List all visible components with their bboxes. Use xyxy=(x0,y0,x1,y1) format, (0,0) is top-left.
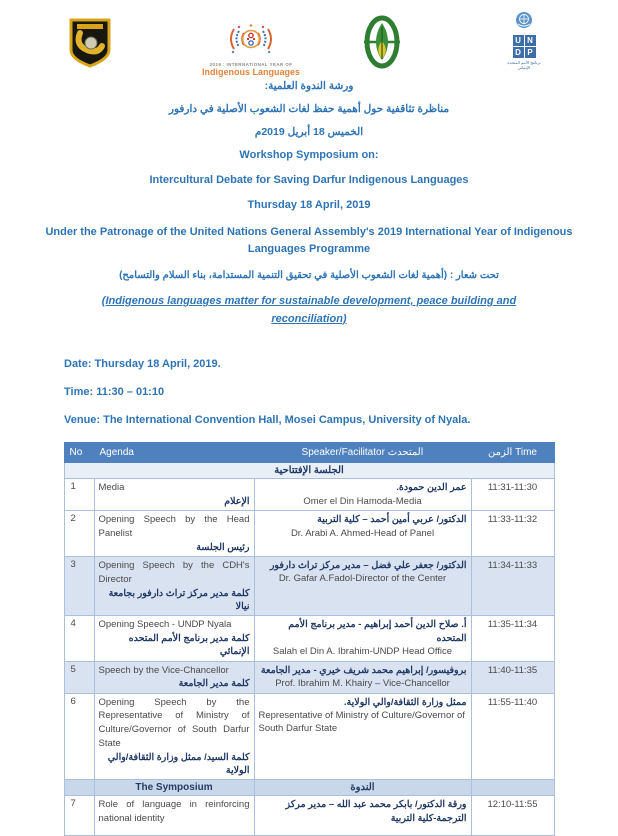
agenda-cell xyxy=(94,693,254,780)
speaker-cell xyxy=(254,616,471,661)
agenda-english-text: Opening Speech by the CDH's Director xyxy=(98,560,250,585)
undp-letter: U xyxy=(513,35,524,46)
agenda-row xyxy=(64,479,554,511)
undp-caption-line2: الإنمائي xyxy=(517,65,531,71)
un-emblem-icon xyxy=(515,11,533,29)
row-number-cell: 4 xyxy=(64,616,94,661)
arabic-title-line1: ورشة الندوة العلمية: xyxy=(264,80,354,92)
table-header-row xyxy=(64,443,554,463)
agenda-cell xyxy=(94,557,254,616)
agenda-cell xyxy=(94,616,254,661)
speaker-english-text: Salah el Din A. Ibrahim-UNDP Head Office xyxy=(272,645,453,657)
agenda-table xyxy=(64,442,555,836)
university-shield-logo xyxy=(68,17,112,74)
row-number-cell: 7 xyxy=(64,796,94,836)
speaker-english-text: Dr. Gafar A.Fadol-Director of the Center xyxy=(278,573,447,585)
speaker-cell xyxy=(254,693,471,780)
undp-caption-line1: برنامج الأمم المتحدة xyxy=(507,60,541,65)
speaker-cell xyxy=(254,479,471,511)
agenda-arabic-text: رئيس الجلسة xyxy=(196,541,250,553)
row-number-cell: 3 xyxy=(64,557,94,616)
agenda-english-text: Opening Speech - UNDP Nyala xyxy=(98,619,232,631)
arabic-title-line3: الخميس 18 أبريل 2019م xyxy=(254,126,364,138)
university-shield-icon xyxy=(68,17,112,69)
agenda-cell xyxy=(94,796,254,836)
symposium-empty-cell xyxy=(471,780,554,796)
speaker-arabic-text: الدكتور/ جعفر علي فضل – مدير مركز تراث دارفور xyxy=(269,560,467,572)
undp-caption xyxy=(503,60,545,70)
agenda-english-text: Speech by the Vice-Chancellor xyxy=(98,664,229,676)
title-block xyxy=(0,80,618,328)
undp-letter-grid xyxy=(503,35,545,58)
row-number-cell: 1 xyxy=(64,479,94,511)
agenda-cell xyxy=(94,661,254,693)
time-cell: 11:35-11:34 xyxy=(471,616,554,661)
speaker-arabic-text: أ. صلاح الدين أحمد إبراهيم - مدير برنامج الأمم المتحده xyxy=(288,619,467,644)
time-cell: 11:55-11:40 xyxy=(471,693,554,780)
english-slogan: (Indigenous languages matter for sustainable development, peace building and reconciliation) xyxy=(101,295,517,325)
agenda-row xyxy=(64,661,554,693)
agenda-table-body xyxy=(64,463,554,836)
agenda-arabic-text: كلمة مدير برنامج الأمم المتحده الإنمائي xyxy=(128,633,250,658)
agenda-arabic-text: الإعلام xyxy=(224,496,250,508)
agenda-cell xyxy=(94,479,254,511)
speaker-cell xyxy=(254,796,471,836)
symposium-header-row xyxy=(64,780,554,796)
event-date: Date: Thursday 18 April, 2019. xyxy=(64,358,221,371)
event-venue: Venue: The International Convention Hall, Mosei Campus, University of Nyala. xyxy=(64,414,471,427)
heritage-centre-logo xyxy=(363,15,401,74)
symposium-title-ar: الندوة xyxy=(254,780,471,796)
patronage-line: Under the Patronage of the United Nations General Assembly's 2019 International Year of Indigenous Languages Programme xyxy=(45,226,573,256)
time-cell: 11:40-11:35 xyxy=(471,661,554,693)
row-number-cell: 6 xyxy=(64,693,94,780)
speaker-english-text: Omer el Din Hamoda-Media xyxy=(303,495,422,507)
arabic-slogan: تحت شعار : (أهمية لغات الشعوب الأصلية في تحقيق التنمية المستدامة، بناء السلام والتسامح) xyxy=(119,270,499,282)
session-header-row xyxy=(64,463,554,479)
time-cell: 12:10-11:55 xyxy=(471,796,554,836)
agenda-english-text: Role of language in reinforcing national identity xyxy=(98,799,250,825)
iyil-caption-bottom: Indigenous Languages xyxy=(201,67,300,77)
english-title-line2: Intercultural Debate for Saving Darfur Indigenous Languages xyxy=(149,174,469,186)
agenda-arabic-text: كلمة مدير الجامعة xyxy=(178,678,250,690)
event-details xyxy=(64,358,618,426)
speaker-arabic-text: عمر الدين حمودة. xyxy=(396,482,467,494)
time-cell: 11:34-11:33 xyxy=(471,557,554,616)
speaker-arabic-text: ورقة الدكتور/ بابكر محمد عبد الله – مدير مركز الترجمة-كلية التربية xyxy=(285,799,467,824)
column-header-speaker: Speaker/Facilitator المتحدث xyxy=(254,443,471,463)
row-number-cell: 2 xyxy=(64,511,94,557)
undp-letter: N xyxy=(525,35,536,46)
iyil-caption-top: 2019 : INTERNATIONAL YEAR OF xyxy=(209,62,293,67)
symposium-empty-cell xyxy=(64,780,94,796)
column-header-agenda: Agenda xyxy=(94,443,254,463)
symposium-title-en: The Symposium xyxy=(94,780,254,796)
agenda-row xyxy=(64,693,554,780)
english-title-line3: Thursday 18 April, 2019 xyxy=(247,199,371,211)
agenda-row xyxy=(64,511,554,557)
speaker-arabic-text: الدكتور/ عربي أمين أحمد – كلية التربية xyxy=(317,514,467,526)
arabic-title-line2: مناظرة تثاقفية حول أهمية حفظ لغات الشعوب الأصلية في دارفور xyxy=(168,103,450,115)
undp-logo xyxy=(503,11,545,70)
session-header-cell: الجلسة الإفتتاحية xyxy=(64,463,554,479)
column-header-time: الزمن Time xyxy=(471,443,554,463)
speaker-cell xyxy=(254,511,471,557)
english-title-line1: Workshop Symposium on: xyxy=(239,149,379,161)
speaker-arabic-text: ممثل وزارة الثقافة/والي الولاية. xyxy=(343,696,467,708)
speaker-english-text: Dr. Arabi A. Ahmed-Head of Panel xyxy=(290,527,435,539)
row-number-cell: 5 xyxy=(64,661,94,693)
speaker-english-text: Representative of Ministry of Culture/Governor of South Darfur State xyxy=(258,710,465,735)
iyil-2019-icon xyxy=(224,22,278,56)
agenda-arabic-text: كلمة السيد/ ممثل وزارة الثقافة/والي الولاية xyxy=(107,751,250,777)
logo-band xyxy=(0,0,618,80)
undp-letter: P xyxy=(525,47,536,58)
agenda-english-text: Opening Speech by the Head Panelist xyxy=(98,514,250,540)
agenda-row xyxy=(64,796,554,836)
speaker-arabic-text: بروفيسور/ إبراهيم محمد شريف خيري - مدير الجامعة xyxy=(260,664,467,676)
time-cell: 11:33-11:32 xyxy=(471,511,554,557)
agenda-english-text: Media xyxy=(98,482,125,494)
agenda-english-text: Opening Speech by the Representative of Ministry of Culture/Governor of South Darfur State xyxy=(98,696,250,750)
heritage-centre-icon xyxy=(363,15,401,69)
time-cell: 11:31-11:30 xyxy=(471,479,554,511)
agenda-row xyxy=(64,616,554,661)
agenda-arabic-text: كلمة مدير مركز تراث دارفور بجامعة نيالا xyxy=(108,587,250,612)
iyil-2019-logo xyxy=(192,22,310,77)
undp-letter: D xyxy=(513,47,524,58)
speaker-english-text: Prof. Ibrahim M. Khairy – Vice-Chancellor xyxy=(275,677,450,689)
agenda-cell xyxy=(94,511,254,557)
speaker-cell xyxy=(254,557,471,616)
speaker-cell xyxy=(254,661,471,693)
event-time: Time: 11:30 – 01:10 xyxy=(64,386,165,399)
column-header-no: No xyxy=(64,443,94,463)
agenda-row xyxy=(64,557,554,616)
